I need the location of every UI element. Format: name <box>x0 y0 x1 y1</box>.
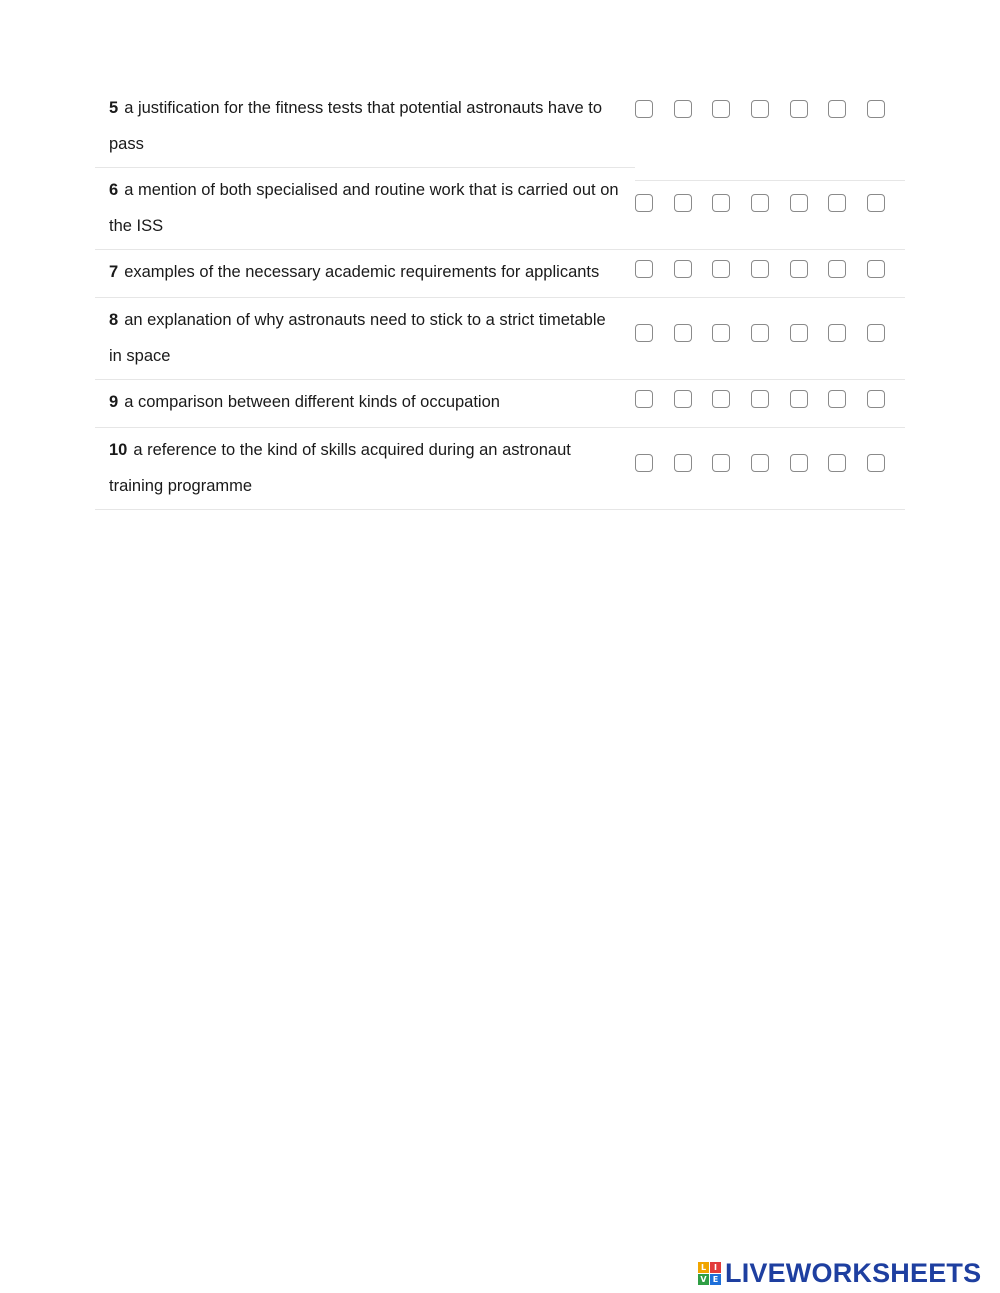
answer-checkbox[interactable] <box>635 100 653 118</box>
question-number: 6 <box>109 181 119 199</box>
answer-checkbox[interactable] <box>867 390 885 408</box>
question-text <box>95 168 622 244</box>
answer-options <box>635 390 905 408</box>
answer-checkbox[interactable] <box>751 454 769 472</box>
answer-checkbox[interactable] <box>867 260 885 278</box>
question-number: 5 <box>109 99 119 117</box>
question-text <box>95 298 622 374</box>
answer-checkbox[interactable] <box>751 390 769 408</box>
answer-options <box>635 454 905 472</box>
answer-checkbox[interactable] <box>828 454 846 472</box>
answer-checkbox[interactable] <box>712 454 730 472</box>
answer-checkbox[interactable] <box>751 100 769 118</box>
answer-checkbox[interactable] <box>674 454 692 472</box>
question-prompt: a comparison between different kinds of occupation <box>124 393 500 411</box>
question-text <box>95 250 622 290</box>
answer-checkbox[interactable] <box>828 390 846 408</box>
answer-checkbox[interactable] <box>635 194 653 212</box>
answer-checkbox[interactable] <box>828 194 846 212</box>
answer-checkbox[interactable] <box>635 324 653 342</box>
question-row <box>95 250 905 298</box>
answer-checkbox[interactable] <box>867 194 885 212</box>
answer-checkbox[interactable] <box>751 194 769 212</box>
logo-icon-tile: V <box>698 1274 709 1285</box>
question-text <box>95 428 622 504</box>
answer-checkbox[interactable] <box>674 260 692 278</box>
answer-checkbox[interactable] <box>712 260 730 278</box>
question-row <box>95 168 905 250</box>
answer-checkbox[interactable] <box>828 324 846 342</box>
answer-checkbox[interactable] <box>790 324 808 342</box>
liveworksheets-logo <box>698 1258 981 1289</box>
answer-checkbox[interactable] <box>712 390 730 408</box>
question-row <box>95 86 905 168</box>
logo-icon-tile: I <box>710 1262 721 1273</box>
question-row <box>95 428 905 510</box>
question-prompt: a mention of both specialised and routine work that is carried out on the ISS <box>109 181 619 235</box>
answer-checkbox[interactable] <box>674 324 692 342</box>
answer-checkbox[interactable] <box>635 454 653 472</box>
question-prompt: a reference to the kind of skills acquired during an astronaut training programme <box>109 441 571 495</box>
answer-checkbox[interactable] <box>828 100 846 118</box>
question-list <box>95 86 905 510</box>
answer-checkbox[interactable] <box>635 390 653 408</box>
answer-checkbox[interactable] <box>790 260 808 278</box>
answer-checkbox[interactable] <box>790 100 808 118</box>
answer-checkbox[interactable] <box>790 390 808 408</box>
answer-checkbox[interactable] <box>712 194 730 212</box>
question-number: 9 <box>109 393 119 411</box>
question-number: 10 <box>109 441 128 459</box>
question-number: 8 <box>109 311 119 329</box>
logo-icon-tile: E <box>710 1274 721 1285</box>
answer-checkbox[interactable] <box>751 260 769 278</box>
answer-options <box>635 260 905 278</box>
answer-checkbox[interactable] <box>674 100 692 118</box>
answer-checkbox[interactable] <box>790 454 808 472</box>
question-row <box>95 380 905 428</box>
answer-checkbox[interactable] <box>712 324 730 342</box>
logo-icon <box>698 1262 721 1285</box>
answer-checkbox[interactable] <box>751 324 769 342</box>
answer-checkbox[interactable] <box>712 100 730 118</box>
answer-checkbox[interactable] <box>828 260 846 278</box>
answer-options <box>635 324 905 342</box>
question-number: 7 <box>109 263 119 281</box>
answer-checkbox[interactable] <box>867 100 885 118</box>
answer-checkbox[interactable] <box>674 390 692 408</box>
answer-checkbox[interactable] <box>674 194 692 212</box>
question-prompt: examples of the necessary academic requirements for applicants <box>124 263 600 281</box>
question-prompt: an explanation of why astronauts need to stick to a strict timetable in space <box>109 311 606 365</box>
answer-options <box>635 194 905 212</box>
question-text <box>95 380 622 420</box>
question-row <box>95 298 905 380</box>
answer-checkbox[interactable] <box>867 454 885 472</box>
logo-text: LIVEWORKSHEETS <box>725 1258 982 1288</box>
question-prompt: a justification for the fitness tests that potential astronauts have to pass <box>109 99 603 153</box>
answer-checkbox[interactable] <box>790 194 808 212</box>
answer-checkbox[interactable] <box>867 324 885 342</box>
answer-options <box>635 100 905 118</box>
answer-checkbox[interactable] <box>635 260 653 278</box>
logo-icon-tile: L <box>698 1262 709 1273</box>
question-text <box>95 86 622 162</box>
